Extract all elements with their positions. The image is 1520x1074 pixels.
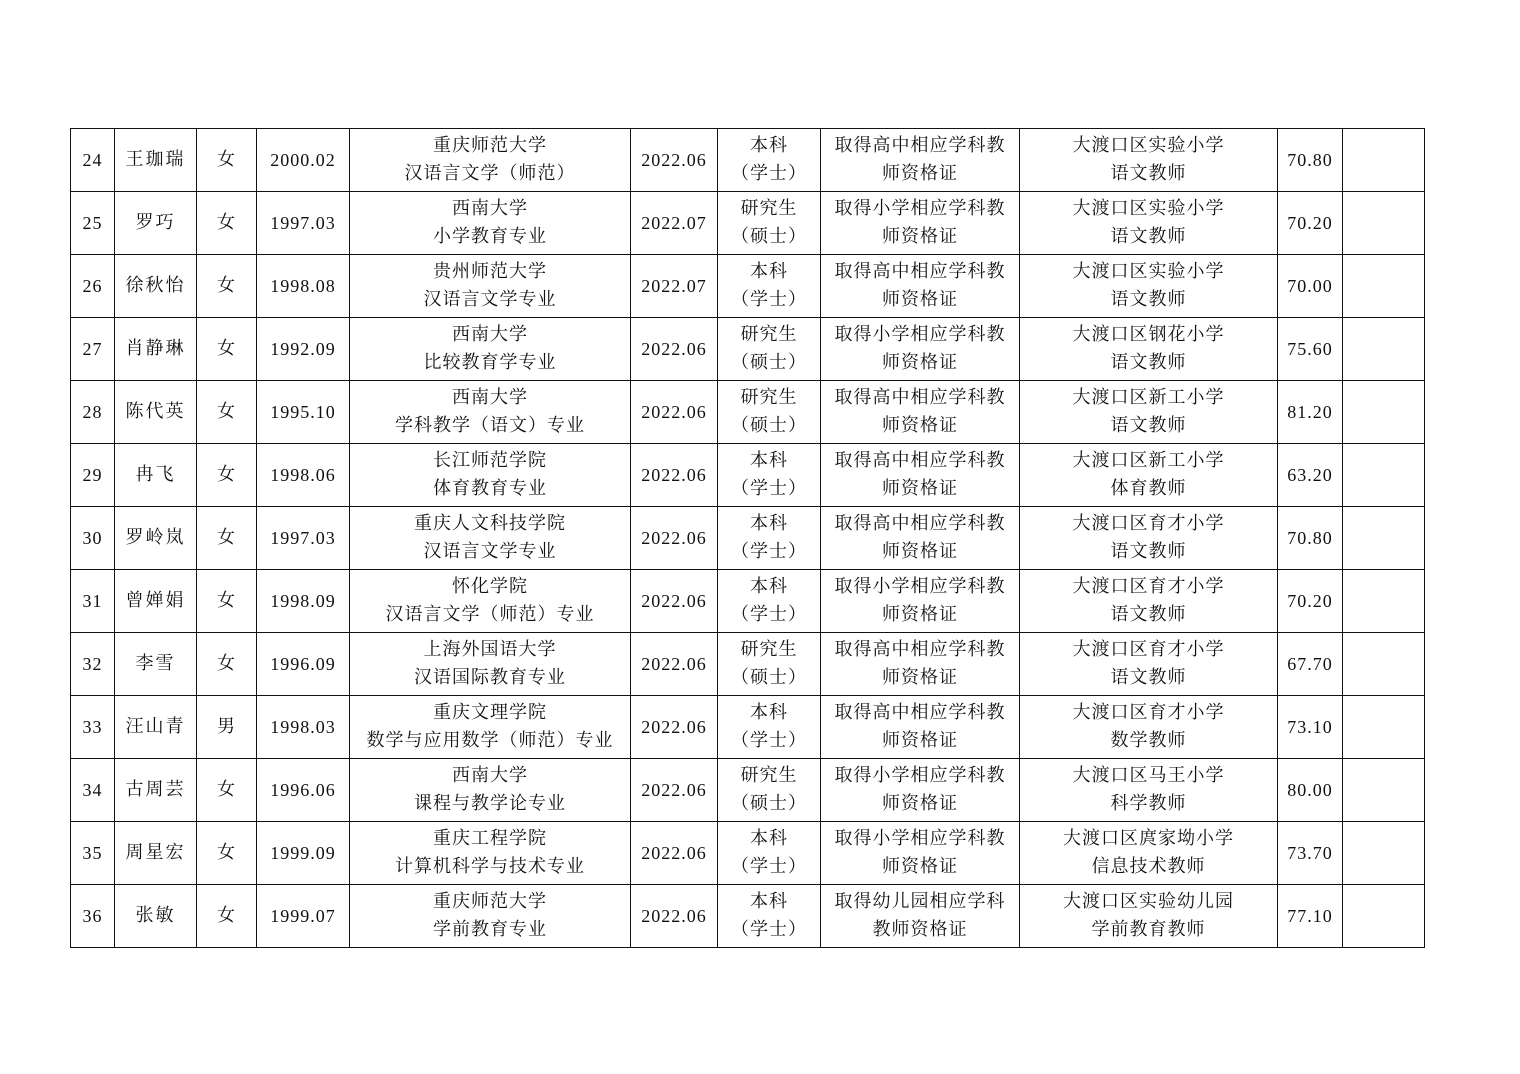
cell-score: 70.20 xyxy=(1278,570,1343,633)
cell-position xyxy=(1020,570,1278,633)
cell-note xyxy=(1343,696,1425,759)
cell-name: 肖静琳 xyxy=(115,318,197,381)
cell-certificate xyxy=(821,192,1020,255)
cell-certificate xyxy=(821,255,1020,318)
cell-school-major xyxy=(350,381,631,444)
cell-note xyxy=(1343,318,1425,381)
cell-graduation: 2022.06 xyxy=(631,444,718,507)
degree-type-text: （硕士） xyxy=(731,352,807,373)
position-subject: 语文教师 xyxy=(1110,226,1187,247)
cell-birth: 1998.03 xyxy=(257,696,350,759)
cell-position xyxy=(1020,696,1278,759)
school-text: 重庆工程学院 xyxy=(433,828,547,849)
cell-birth: 1996.06 xyxy=(257,759,350,822)
certificate-line-2: 师资格证 xyxy=(882,856,958,877)
position-subject: 语文教师 xyxy=(1110,415,1187,436)
cell-certificate xyxy=(821,633,1020,696)
position-subject: 语文教师 xyxy=(1110,163,1187,184)
cell-no: 31 xyxy=(71,570,115,633)
position-school: 大渡口区实验小学 xyxy=(1072,198,1225,219)
cell-certificate xyxy=(821,570,1020,633)
major-text: 计算机科学与技术专业 xyxy=(395,856,585,877)
certificate-line-1: 取得高中相应学科教 xyxy=(834,135,1006,156)
position-subject: 数学教师 xyxy=(1110,730,1187,751)
cell-name: 张敏 xyxy=(115,885,197,948)
position-school: 大渡口区新工小学 xyxy=(1072,450,1225,471)
cell-score: 73.70 xyxy=(1278,822,1343,885)
cell-score: 70.00 xyxy=(1278,255,1343,318)
degree-text: 本科 xyxy=(750,828,788,849)
major-text: 体育教育专业 xyxy=(433,478,547,499)
school-text: 西南大学 xyxy=(452,324,528,345)
degree-text: 研究生 xyxy=(740,765,798,786)
degree-type-text: （硕士） xyxy=(731,793,807,814)
cell-position xyxy=(1020,255,1278,318)
cell-gender: 女 xyxy=(197,255,257,318)
degree-text: 本科 xyxy=(750,450,788,471)
certificate-line-2: 师资格证 xyxy=(882,730,958,751)
degree-type-text: （学士） xyxy=(731,919,807,940)
cell-name: 李雪 xyxy=(115,633,197,696)
cell-degree xyxy=(718,381,821,444)
cell-position xyxy=(1020,444,1278,507)
degree-text: 本科 xyxy=(750,513,788,534)
certificate-line-1: 取得高中相应学科教 xyxy=(834,387,1006,408)
position-subject: 语文教师 xyxy=(1110,541,1187,562)
cell-no: 35 xyxy=(71,822,115,885)
cell-note xyxy=(1343,129,1425,192)
certificate-line-1: 取得高中相应学科教 xyxy=(834,639,1006,660)
cell-school-major xyxy=(350,885,631,948)
cell-birth: 1998.09 xyxy=(257,570,350,633)
certificate-line-2: 师资格证 xyxy=(882,226,958,247)
school-text: 重庆师范大学 xyxy=(433,891,547,912)
cell-note xyxy=(1343,885,1425,948)
cell-note xyxy=(1343,759,1425,822)
cell-position xyxy=(1020,633,1278,696)
cell-position xyxy=(1020,507,1278,570)
major-text: 数学与应用数学（师范）专业 xyxy=(366,730,614,751)
cell-gender: 女 xyxy=(197,444,257,507)
position-school: 大渡口区育才小学 xyxy=(1072,639,1225,660)
cell-score: 81.20 xyxy=(1278,381,1343,444)
certificate-line-1: 取得高中相应学科教 xyxy=(834,702,1006,723)
cell-degree xyxy=(718,192,821,255)
cell-certificate xyxy=(821,507,1020,570)
position-school: 大渡口区实验幼儿园 xyxy=(1063,891,1234,912)
cell-certificate xyxy=(821,822,1020,885)
degree-type-text: （学士） xyxy=(731,478,807,499)
certificate-line-2: 师资格证 xyxy=(882,289,958,310)
cell-no: 24 xyxy=(71,129,115,192)
degree-text: 本科 xyxy=(750,891,788,912)
cell-school-major xyxy=(350,318,631,381)
position-school: 大渡口区育才小学 xyxy=(1072,576,1225,597)
cell-position xyxy=(1020,129,1278,192)
cell-school-major xyxy=(350,444,631,507)
cell-gender: 女 xyxy=(197,822,257,885)
cell-degree xyxy=(718,633,821,696)
certificate-line-2: 师资格证 xyxy=(882,793,958,814)
cell-degree xyxy=(718,318,821,381)
cell-graduation: 2022.06 xyxy=(631,822,718,885)
certificate-line-2: 师资格证 xyxy=(882,163,958,184)
cell-birth: 2000.02 xyxy=(257,129,350,192)
cell-score: 63.20 xyxy=(1278,444,1343,507)
cell-degree xyxy=(718,570,821,633)
school-text: 西南大学 xyxy=(452,198,528,219)
cell-name: 冉飞 xyxy=(115,444,197,507)
cell-position xyxy=(1020,822,1278,885)
cell-name: 徐秋怡 xyxy=(115,255,197,318)
table-row xyxy=(71,381,1425,444)
cell-birth: 1998.06 xyxy=(257,444,350,507)
table-row xyxy=(71,318,1425,381)
cell-degree xyxy=(718,696,821,759)
cell-birth: 1996.09 xyxy=(257,633,350,696)
certificate-line-2: 师资格证 xyxy=(882,604,958,625)
cell-score: 70.80 xyxy=(1278,129,1343,192)
position-school: 大渡口区马王小学 xyxy=(1072,765,1225,786)
cell-no: 25 xyxy=(71,192,115,255)
major-text: 课程与教学论专业 xyxy=(414,793,566,814)
cell-birth: 1997.03 xyxy=(257,507,350,570)
cell-certificate xyxy=(821,318,1020,381)
cell-note xyxy=(1343,192,1425,255)
cell-note xyxy=(1343,822,1425,885)
table-row xyxy=(71,696,1425,759)
certificate-line-1: 取得小学相应学科教 xyxy=(834,828,1006,849)
cell-graduation: 2022.06 xyxy=(631,129,718,192)
cell-school-major xyxy=(350,633,631,696)
cell-school-major xyxy=(350,507,631,570)
cell-no: 33 xyxy=(71,696,115,759)
certificate-line-1: 取得小学相应学科教 xyxy=(834,576,1006,597)
cell-graduation: 2022.06 xyxy=(631,507,718,570)
cell-score: 70.20 xyxy=(1278,192,1343,255)
cell-birth: 1999.09 xyxy=(257,822,350,885)
cell-certificate xyxy=(821,381,1020,444)
table-row xyxy=(71,570,1425,633)
cell-gender: 女 xyxy=(197,507,257,570)
cell-name: 陈代英 xyxy=(115,381,197,444)
cell-gender: 女 xyxy=(197,318,257,381)
degree-text: 本科 xyxy=(750,261,788,282)
school-text: 重庆人文科技学院 xyxy=(414,513,566,534)
certificate-line-1: 取得小学相应学科教 xyxy=(834,765,1006,786)
cell-name: 罗岭岚 xyxy=(115,507,197,570)
cell-no: 28 xyxy=(71,381,115,444)
cell-birth: 1992.09 xyxy=(257,318,350,381)
cell-school-major xyxy=(350,129,631,192)
cell-certificate xyxy=(821,885,1020,948)
certificate-line-2: 师资格证 xyxy=(882,352,958,373)
cell-no: 30 xyxy=(71,507,115,570)
degree-type-text: （学士） xyxy=(731,604,807,625)
cell-name: 周星宏 xyxy=(115,822,197,885)
cell-position xyxy=(1020,759,1278,822)
cell-note xyxy=(1343,444,1425,507)
position-subject: 信息技术教师 xyxy=(1091,856,1206,877)
cell-gender: 女 xyxy=(197,129,257,192)
degree-text: 本科 xyxy=(750,702,788,723)
school-text: 西南大学 xyxy=(452,387,528,408)
cell-gender: 女 xyxy=(197,759,257,822)
position-school: 大渡口区钢花小学 xyxy=(1072,324,1225,345)
cell-name: 罗巧 xyxy=(115,192,197,255)
position-subject: 语文教师 xyxy=(1110,352,1187,373)
cell-no: 27 xyxy=(71,318,115,381)
certificate-line-1: 取得小学相应学科教 xyxy=(834,198,1006,219)
degree-text: 研究生 xyxy=(740,387,798,408)
certificate-line-1: 取得高中相应学科教 xyxy=(834,261,1006,282)
cell-name: 古周芸 xyxy=(115,759,197,822)
table-row xyxy=(71,507,1425,570)
cell-degree xyxy=(718,444,821,507)
degree-type-text: （学士） xyxy=(731,163,807,184)
table-row xyxy=(71,885,1425,948)
school-text: 西南大学 xyxy=(452,765,528,786)
cell-certificate xyxy=(821,759,1020,822)
degree-type-text: （硕士） xyxy=(731,415,807,436)
cell-name: 汪山青 xyxy=(115,696,197,759)
cell-graduation: 2022.06 xyxy=(631,885,718,948)
certificate-line-1: 取得幼儿园相应学科 xyxy=(834,891,1006,912)
degree-type-text: （硕士） xyxy=(731,667,807,688)
cell-no: 36 xyxy=(71,885,115,948)
cell-school-major xyxy=(350,570,631,633)
cell-score: 80.00 xyxy=(1278,759,1343,822)
cell-position xyxy=(1020,318,1278,381)
cell-score: 73.10 xyxy=(1278,696,1343,759)
cell-no: 32 xyxy=(71,633,115,696)
certificate-line-1: 取得小学相应学科教 xyxy=(834,324,1006,345)
table-row xyxy=(71,822,1425,885)
certificate-line-1: 取得高中相应学科教 xyxy=(834,450,1006,471)
cell-position xyxy=(1020,885,1278,948)
certificate-line-2: 教师资格证 xyxy=(872,919,968,940)
major-text: 汉语言文学专业 xyxy=(423,289,557,310)
position-subject: 语文教师 xyxy=(1110,289,1187,310)
position-school: 大渡口区庹家坳小学 xyxy=(1063,828,1234,849)
cell-graduation: 2022.06 xyxy=(631,696,718,759)
cell-gender: 女 xyxy=(197,885,257,948)
cell-gender: 女 xyxy=(197,570,257,633)
cell-gender: 男 xyxy=(197,696,257,759)
cell-note xyxy=(1343,255,1425,318)
cell-no: 29 xyxy=(71,444,115,507)
cell-school-major xyxy=(350,192,631,255)
cell-certificate xyxy=(821,696,1020,759)
position-school: 大渡口区实验小学 xyxy=(1072,135,1225,156)
major-text: 小学教育专业 xyxy=(433,226,547,247)
cell-graduation: 2022.07 xyxy=(631,192,718,255)
school-text: 长江师范学院 xyxy=(433,450,547,471)
position-school: 大渡口区育才小学 xyxy=(1072,702,1225,723)
cell-name: 曾婵娟 xyxy=(115,570,197,633)
certificate-line-1: 取得高中相应学科教 xyxy=(834,513,1006,534)
certificate-line-2: 师资格证 xyxy=(882,667,958,688)
cell-degree xyxy=(718,255,821,318)
cell-birth: 1999.07 xyxy=(257,885,350,948)
cell-school-major xyxy=(350,822,631,885)
table-row xyxy=(71,192,1425,255)
school-text: 重庆文理学院 xyxy=(433,702,547,723)
table-row xyxy=(71,129,1425,192)
major-text: 学前教育专业 xyxy=(433,919,547,940)
cell-degree xyxy=(718,507,821,570)
cell-note xyxy=(1343,507,1425,570)
degree-text: 研究生 xyxy=(740,639,798,660)
cell-note xyxy=(1343,381,1425,444)
cell-position xyxy=(1020,381,1278,444)
cell-score: 77.10 xyxy=(1278,885,1343,948)
cell-score: 75.60 xyxy=(1278,318,1343,381)
cell-degree xyxy=(718,759,821,822)
degree-text: 研究生 xyxy=(740,198,798,219)
degree-text: 研究生 xyxy=(740,324,798,345)
position-subject: 科学教师 xyxy=(1110,793,1187,814)
cell-certificate xyxy=(821,444,1020,507)
table-body xyxy=(71,129,1425,948)
cell-graduation: 2022.06 xyxy=(631,570,718,633)
certificate-line-2: 师资格证 xyxy=(882,478,958,499)
cell-school-major xyxy=(350,759,631,822)
position-subject: 语文教师 xyxy=(1110,604,1187,625)
cell-certificate xyxy=(821,129,1020,192)
certificate-line-2: 师资格证 xyxy=(882,541,958,562)
cell-gender: 女 xyxy=(197,192,257,255)
cell-degree xyxy=(718,129,821,192)
school-text: 贵州师范大学 xyxy=(433,261,547,282)
degree-type-text: （硕士） xyxy=(731,226,807,247)
cell-school-major xyxy=(350,696,631,759)
cell-birth: 1998.08 xyxy=(257,255,350,318)
position-school: 大渡口区育才小学 xyxy=(1072,513,1225,534)
position-school: 大渡口区新工小学 xyxy=(1072,387,1225,408)
cell-score: 70.80 xyxy=(1278,507,1343,570)
cell-note xyxy=(1343,570,1425,633)
cell-school-major xyxy=(350,255,631,318)
cell-degree xyxy=(718,822,821,885)
candidate-table xyxy=(70,128,1425,948)
major-text: 汉语言文学专业 xyxy=(423,541,557,562)
cell-gender: 女 xyxy=(197,381,257,444)
cell-birth: 1995.10 xyxy=(257,381,350,444)
degree-type-text: （学士） xyxy=(731,541,807,562)
position-subject: 体育教师 xyxy=(1110,478,1187,499)
degree-type-text: （学士） xyxy=(731,730,807,751)
cell-graduation: 2022.06 xyxy=(631,318,718,381)
cell-graduation: 2022.06 xyxy=(631,633,718,696)
major-text: 比较教育学专业 xyxy=(423,352,557,373)
certificate-line-2: 师资格证 xyxy=(882,415,958,436)
cell-birth: 1997.03 xyxy=(257,192,350,255)
cell-position xyxy=(1020,192,1278,255)
degree-text: 本科 xyxy=(750,135,788,156)
degree-text: 本科 xyxy=(750,576,788,597)
school-text: 重庆师范大学 xyxy=(433,135,547,156)
position-school: 大渡口区实验小学 xyxy=(1072,261,1225,282)
table-row xyxy=(71,759,1425,822)
cell-degree xyxy=(718,885,821,948)
cell-graduation: 2022.06 xyxy=(631,759,718,822)
cell-score: 67.70 xyxy=(1278,633,1343,696)
major-text: 汉语言文学（师范）专业 xyxy=(385,604,595,625)
position-subject: 学前教育教师 xyxy=(1091,919,1206,940)
cell-gender: 女 xyxy=(197,633,257,696)
major-text: 汉语言文学（师范） xyxy=(404,163,576,184)
cell-graduation: 2022.07 xyxy=(631,255,718,318)
major-text: 学科教学（语文）专业 xyxy=(395,415,585,436)
cell-name: 王珈瑞 xyxy=(115,129,197,192)
degree-type-text: （学士） xyxy=(731,856,807,877)
degree-type-text: （学士） xyxy=(731,289,807,310)
cell-graduation: 2022.06 xyxy=(631,381,718,444)
table-row xyxy=(71,633,1425,696)
table-row xyxy=(71,444,1425,507)
school-text: 怀化学院 xyxy=(452,576,528,597)
cell-no: 26 xyxy=(71,255,115,318)
cell-no: 34 xyxy=(71,759,115,822)
table-row xyxy=(71,255,1425,318)
position-subject: 语文教师 xyxy=(1110,667,1187,688)
major-text: 汉语国际教育专业 xyxy=(414,667,566,688)
school-text: 上海外国语大学 xyxy=(423,639,557,660)
cell-note xyxy=(1343,633,1425,696)
